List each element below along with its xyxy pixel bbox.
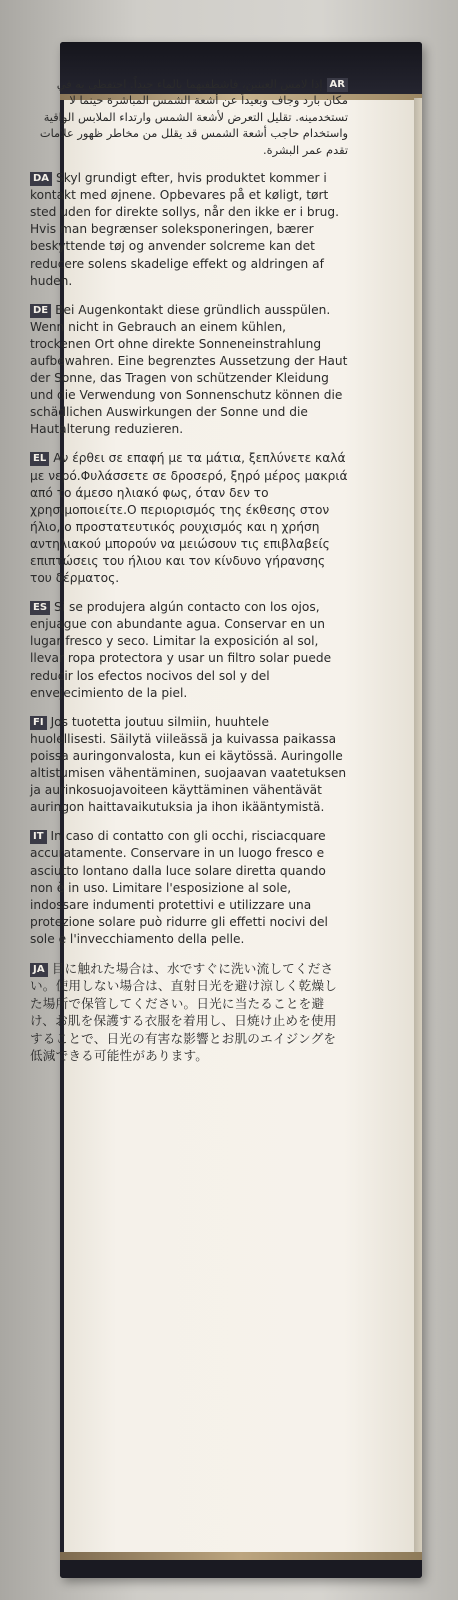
language-badge-de: DE <box>30 304 51 318</box>
section-es <box>30 599 348 702</box>
language-badge-da: DA <box>30 172 52 186</box>
language-badge-fi: FI <box>30 716 47 730</box>
section-text-el: Αν έρθει σε επαφή με τα μάτια, ξεπλύνετε καλά με νερό.Φυλάσσετε σε δροσερό, ξηρό μέρος μακριά από το άμεσο ηλιακό φως, όταν δεν το χρησιμοποιείτε.Ο περιορισμός της έκθεσης στον ήλιο, ο προστατευτικός ρουχισμός και η χρήση αντηλιακού μπορούν να μειώσουν τις επιβλαβείς επιπτώσεις του ήλιου και τον κίνδυνο γήρανσης του δέρματος. <box>30 451 348 586</box>
section-ja <box>30 960 348 1064</box>
warning-text-panel <box>30 76 348 1076</box>
section-ar <box>30 76 348 158</box>
section-da <box>30 170 348 290</box>
box-bottom-flap <box>60 1560 422 1578</box>
language-badge-es: ES <box>30 601 50 615</box>
language-badge-el: EL <box>30 452 49 466</box>
section-text-de: Bei Augenkontakt diese gründlich ausspülen. Wenn nicht in Gebrauch an einem kühlen, trockenen Ort ohne direkte Sonneneinstrahlung aufbewahren. Eine begrenztes Aussetzung der Haut der Sonne, das Tragen von schützender Kleidung und die Verwendung von Sonnenschutz können die schädlichen Auswirkungen der Sonne und die Hautalterung reduzieren. <box>30 302 348 437</box>
section-de <box>30 302 348 439</box>
section-fi <box>30 714 348 817</box>
section-text-it: In caso di contatto con gli occhi, risciacquare accuratamente. Conservare in un luogo fresco e asciutto lontano dalla luce solare diretta quando non è in uso. Limitare l'esposizione al sole, indossare indumenti protettivi e utilizzare una protezione solare può ridurre gli effetti nocivi del sole e l'invecchiamento della pelle. <box>30 829 328 946</box>
section-text-fi: Jos tuotetta joutuu silmiin, huuhtele huolellisesti. Säilytä viileässä ja kuivassa paikassa poissa auringonvalosta, kun ei käytössä. Auringolle altistumisen vähentäminen, suojaavan vaatetuksen ja aurinkosuojavoiteen käyttäminen vähentävät auringon haittavaikutuksia ja ihon ikääntymistä. <box>30 714 347 815</box>
section-text-ja: 目に触れた場合は、水ですぐに洗い流してください。使用しない場合は、直射日光を避け涼しく乾燥した場所で保管してください。日光に当たることを避け、お肌を保護する衣服を着用し、日焼け止めを使用することで、日光の有害な影響とお肌のエイジングを低減できる可能性があります。 <box>30 960 338 1063</box>
box-right-edge <box>414 98 422 1558</box>
section-el <box>30 450 348 587</box>
language-badge-ar: AR <box>327 78 348 92</box>
section-text-da: Skyl grundigt efter, hvis produktet kommer i kontakt med øjnene. Opbevares på et køligt, tørt sted uden for direkte sollys, når den ikke er i brug. Hvis man begrænser soleksponeringen, bærer beskyttende tøj og anvender solcreme kan det reducere solens skadelige effekt og aldringen af huden. <box>30 171 339 288</box>
language-badge-it: IT <box>30 830 47 844</box>
section-text-ar: إذا لامس العينين، فاشطفيهما بالماء جيداً. احتفظي به في مكان بارد وجاف وبعيداً عن أشعة الشمس المباشرة حينما لا تستخدمينه. تقليل التعرض لأشعة الشمس وارتداء الملابس الواقية واستخدام حاجب أشعة الشمس قد يقلل من مخاطر ظهور علامات تقدم عمر البشرة. <box>39 77 348 157</box>
section-text-es: Si se produjera algún contacto con los ojos, enjuague con abundante agua. Conservar en un lugar fresco y seco. Limitar la exposición al sol, llevar ropa protectora y usar un filtro solar puede reducir los efectos nocivos del sol y del envejecimiento de la piel. <box>30 600 332 700</box>
language-badge-ja: JA <box>30 963 48 977</box>
section-it <box>30 828 348 948</box>
gold-trim-bottom <box>60 1552 422 1560</box>
